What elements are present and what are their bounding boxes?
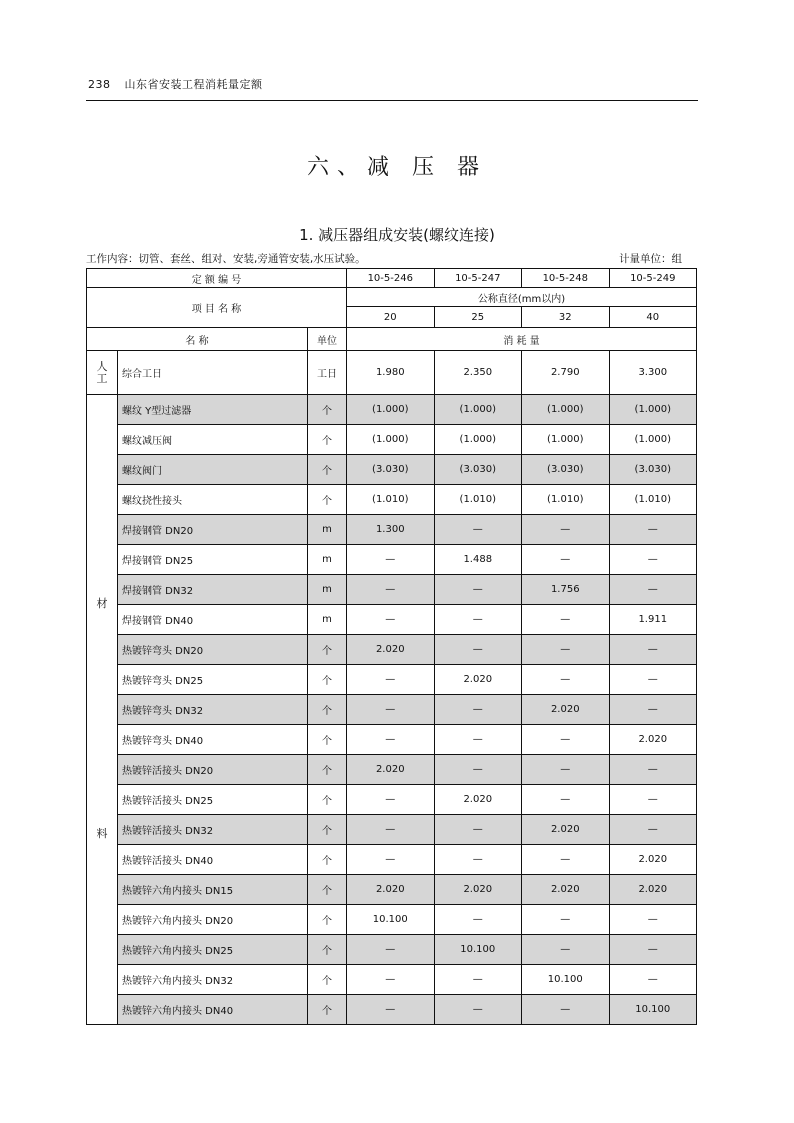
material-row	[87, 635, 697, 665]
material-value: (1.000)	[347, 395, 435, 425]
quota-code: 10-5-247	[434, 269, 522, 288]
material-value: —	[522, 785, 610, 815]
labor-unit: 工日	[308, 351, 347, 395]
material-name: 热镀锌六角内接头 DN40	[118, 995, 308, 1025]
material-value: —	[522, 515, 610, 545]
work-content: 工作内容：切管、套丝、组对、安装,旁通管安装,水压试验。	[86, 253, 366, 265]
material-value: —	[609, 905, 697, 935]
page-number: 238	[88, 78, 111, 91]
material-value: (1.000)	[609, 425, 697, 455]
material-unit: 个	[308, 695, 347, 725]
material-row	[87, 875, 697, 905]
material-value: 2.020	[434, 875, 522, 905]
material-unit: 个	[308, 785, 347, 815]
material-value: (1.000)	[434, 395, 522, 425]
material-value: —	[434, 605, 522, 635]
material-unit: m	[308, 575, 347, 605]
material-row	[87, 395, 697, 425]
material-row	[87, 995, 697, 1025]
material-value: —	[522, 635, 610, 665]
labor-category	[87, 351, 118, 395]
material-value: —	[522, 725, 610, 755]
material-value: (1.010)	[609, 485, 697, 515]
material-unit: 个	[308, 875, 347, 905]
unit-of-measure: 计量单位：组	[619, 253, 682, 265]
material-value: —	[347, 605, 435, 635]
material-row	[87, 665, 697, 695]
material-value: —	[609, 815, 697, 845]
material-unit: 个	[308, 665, 347, 695]
labor-category-top: 人	[96, 359, 108, 373]
material-unit: m	[308, 545, 347, 575]
material-value: —	[434, 845, 522, 875]
material-value: —	[347, 545, 435, 575]
material-row	[87, 815, 697, 845]
material-row	[87, 755, 697, 785]
material-name: 螺纹阀门	[118, 455, 308, 485]
material-name: 螺纹减压阀	[118, 425, 308, 455]
material-value: 2.020	[522, 875, 610, 905]
material-category-bottom: 料	[96, 827, 108, 840]
material-unit: m	[308, 515, 347, 545]
quota-code: 10-5-248	[522, 269, 610, 288]
material-unit: 个	[308, 995, 347, 1025]
quota-code: 10-5-249	[609, 269, 697, 288]
material-value: —	[434, 725, 522, 755]
material-value: —	[522, 755, 610, 785]
labor-value: 2.790	[522, 351, 610, 395]
material-row	[87, 845, 697, 875]
material-value: —	[522, 545, 610, 575]
material-value: 1.300	[347, 515, 435, 545]
material-name: 焊接钢管 DN25	[118, 545, 308, 575]
material-value: —	[434, 755, 522, 785]
col-consumption-header: 消 耗 量	[347, 328, 697, 351]
material-row	[87, 605, 697, 635]
material-value: —	[609, 575, 697, 605]
material-unit: 个	[308, 845, 347, 875]
material-row	[87, 485, 697, 515]
quota-code: 10-5-246	[347, 269, 435, 288]
material-value: —	[434, 575, 522, 605]
book-title: 山东省安装工程消耗量定额	[124, 78, 263, 91]
material-value: (1.000)	[609, 395, 697, 425]
material-name: 焊接钢管 DN40	[118, 605, 308, 635]
labor-value: 3.300	[609, 351, 697, 395]
material-name: 热镀锌弯头 DN32	[118, 695, 308, 725]
quota-code-row	[87, 269, 697, 288]
material-category-top: 材	[96, 597, 108, 610]
material-unit: 个	[308, 635, 347, 665]
material-unit: 个	[308, 725, 347, 755]
material-value: —	[434, 515, 522, 545]
material-value: 10.100	[434, 935, 522, 965]
chapter-title: 六、减 压 器	[307, 155, 487, 180]
material-name: 热镀锌弯头 DN20	[118, 635, 308, 665]
material-value: (1.000)	[522, 395, 610, 425]
material-unit: 个	[308, 935, 347, 965]
material-value: —	[347, 965, 435, 995]
column-header-row	[87, 328, 697, 351]
material-value: —	[609, 935, 697, 965]
material-value: —	[434, 815, 522, 845]
material-unit: m	[308, 605, 347, 635]
material-row	[87, 785, 697, 815]
material-name: 热镀锌六角内接头 DN15	[118, 875, 308, 905]
material-value: (1.000)	[434, 425, 522, 455]
material-category	[87, 395, 118, 1025]
material-value: 10.100	[347, 905, 435, 935]
material-row	[87, 545, 697, 575]
material-unit: 个	[308, 965, 347, 995]
material-row	[87, 515, 697, 545]
material-value: —	[522, 995, 610, 1025]
material-value: 2.020	[609, 875, 697, 905]
material-value: (3.030)	[434, 455, 522, 485]
material-unit: 个	[308, 905, 347, 935]
material-value: —	[522, 845, 610, 875]
material-value: 2.020	[609, 725, 697, 755]
material-value: 2.020	[347, 755, 435, 785]
material-value: —	[347, 665, 435, 695]
material-unit: 个	[308, 815, 347, 845]
material-value: 2.020	[347, 875, 435, 905]
material-value: —	[434, 695, 522, 725]
material-value: —	[609, 545, 697, 575]
material-row	[87, 425, 697, 455]
material-row	[87, 455, 697, 485]
material-value: 10.100	[522, 965, 610, 995]
material-value: (1.010)	[434, 485, 522, 515]
material-value: (3.030)	[347, 455, 435, 485]
material-value: —	[347, 845, 435, 875]
material-value: —	[522, 665, 610, 695]
labor-row	[87, 351, 697, 395]
header-rule	[86, 100, 698, 101]
material-value: —	[522, 935, 610, 965]
material-row	[87, 935, 697, 965]
material-value: —	[347, 995, 435, 1025]
material-value: 2.020	[434, 785, 522, 815]
material-value: —	[609, 785, 697, 815]
material-value: (1.000)	[522, 425, 610, 455]
material-value: —	[347, 935, 435, 965]
material-name: 螺纹 Y型过滤器	[118, 395, 308, 425]
material-name: 热镀锌活接头 DN32	[118, 815, 308, 845]
material-value: 2.020	[609, 845, 697, 875]
material-value: 1.488	[434, 545, 522, 575]
material-name: 焊接钢管 DN20	[118, 515, 308, 545]
material-value: —	[347, 815, 435, 845]
page-header	[88, 76, 263, 92]
material-name: 热镀锌弯头 DN25	[118, 665, 308, 695]
material-value: —	[609, 695, 697, 725]
material-name: 热镀锌六角内接头 DN20	[118, 905, 308, 935]
material-value: (1.010)	[522, 485, 610, 515]
labor-value: 2.350	[434, 351, 522, 395]
material-value: 2.020	[522, 815, 610, 845]
material-value: 10.100	[609, 995, 697, 1025]
quota-code-label: 定 额 编 号	[87, 269, 347, 288]
material-row	[87, 965, 697, 995]
material-value: (1.000)	[347, 425, 435, 455]
material-value: —	[609, 515, 697, 545]
material-value: —	[347, 785, 435, 815]
material-unit: 个	[308, 485, 347, 515]
material-name: 热镀锌六角内接头 DN32	[118, 965, 308, 995]
col-name-header: 名 称	[87, 328, 308, 351]
item-name-row	[87, 288, 697, 307]
material-value: —	[347, 695, 435, 725]
material-row	[87, 905, 697, 935]
material-row	[87, 695, 697, 725]
material-value: —	[609, 635, 697, 665]
material-value: —	[522, 905, 610, 935]
item-name-label: 项 目 名 称	[87, 288, 347, 328]
material-value: —	[434, 965, 522, 995]
material-value: 2.020	[434, 665, 522, 695]
material-name: 螺纹挠性接头	[118, 485, 308, 515]
material-value: (1.010)	[347, 485, 435, 515]
material-name: 热镀锌弯头 DN40	[118, 725, 308, 755]
material-value: —	[609, 755, 697, 785]
material-name: 热镀锌六角内接头 DN25	[118, 935, 308, 965]
material-unit: 个	[308, 425, 347, 455]
diameter-value: 40	[609, 307, 697, 328]
material-value: —	[609, 665, 697, 695]
material-value: 1.911	[609, 605, 697, 635]
material-value: —	[434, 905, 522, 935]
diameter-value: 20	[347, 307, 435, 328]
material-row	[87, 725, 697, 755]
material-unit: 个	[308, 755, 347, 785]
material-value: 2.020	[347, 635, 435, 665]
material-value: —	[347, 575, 435, 605]
nominal-diameter-label: 公称直径(mm以内)	[347, 288, 697, 307]
material-unit: 个	[308, 395, 347, 425]
material-value: 2.020	[522, 695, 610, 725]
labor-name: 综合工日	[118, 351, 308, 395]
material-value: (3.030)	[609, 455, 697, 485]
material-value: —	[434, 995, 522, 1025]
material-value: —	[347, 725, 435, 755]
material-row	[87, 575, 697, 605]
material-value: 1.756	[522, 575, 610, 605]
material-name: 焊接钢管 DN32	[118, 575, 308, 605]
diameter-value: 32	[522, 307, 610, 328]
section-title: 1. 减压器组成安装(螺纹连接)	[299, 226, 495, 244]
material-name: 热镀锌活接头 DN20	[118, 755, 308, 785]
labor-value: 1.980	[347, 351, 435, 395]
material-name: 热镀锌活接头 DN25	[118, 785, 308, 815]
material-value: —	[434, 635, 522, 665]
quota-table	[86, 268, 697, 1025]
diameter-value: 25	[434, 307, 522, 328]
material-value: (3.030)	[522, 455, 610, 485]
material-value: —	[609, 965, 697, 995]
material-unit: 个	[308, 455, 347, 485]
col-unit-header: 单位	[308, 328, 347, 351]
material-value: —	[522, 605, 610, 635]
labor-category-bottom: 工	[96, 371, 108, 385]
material-name: 热镀锌活接头 DN40	[118, 845, 308, 875]
